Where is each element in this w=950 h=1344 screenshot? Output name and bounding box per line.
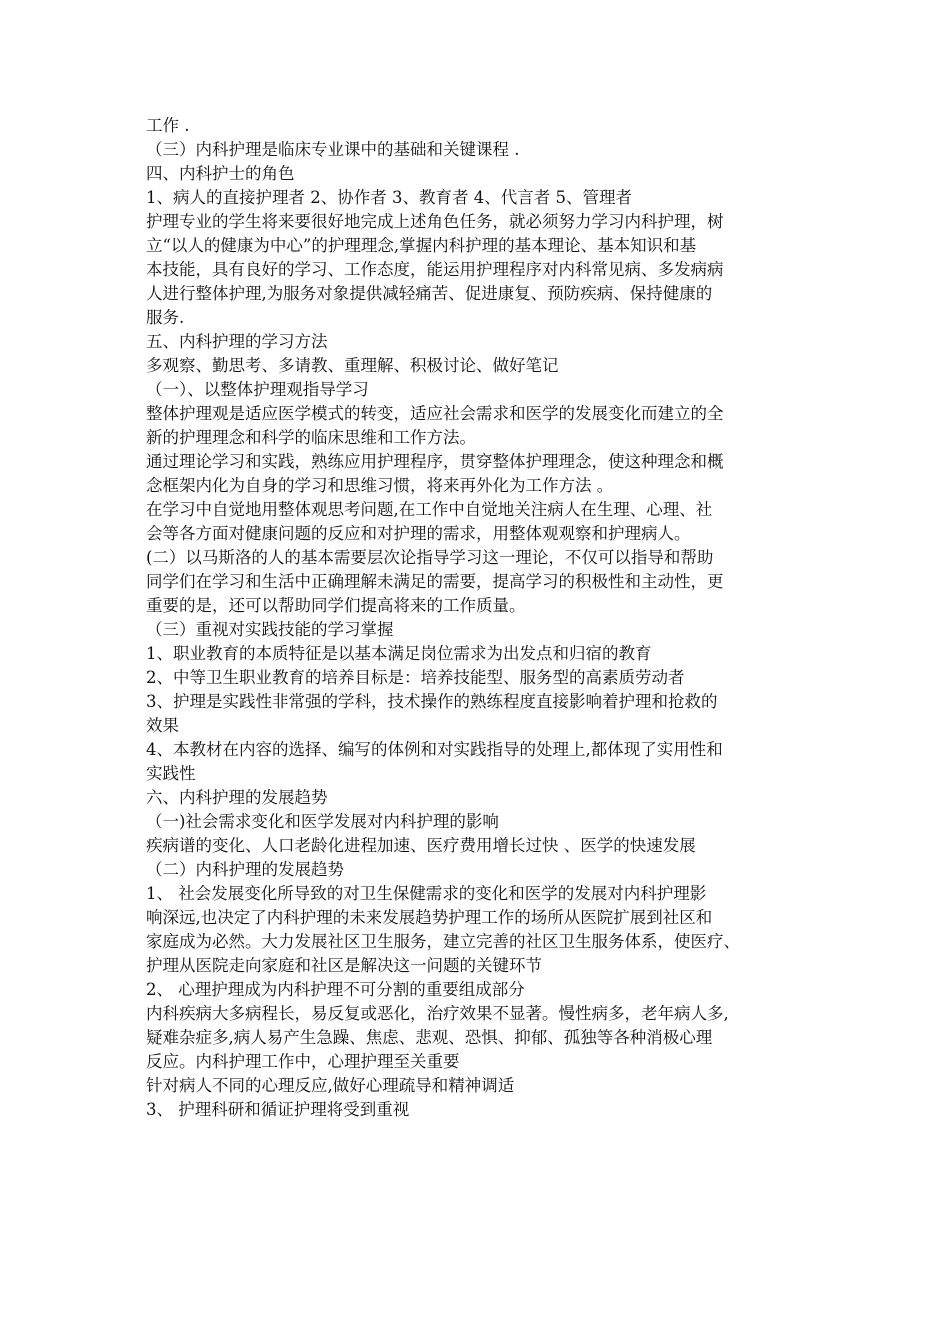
subsection-heading: （一）、以整体护理观指导学习 [146,380,369,399]
text-line: 4、本教材在内容的选择、编写的体例和对实践指导的处理上,都体现了实用性和 [146,740,723,759]
text-line: 1、职业教育的本质特征是以基本满足岗位需求为出发点和归宿的教育 [146,644,652,663]
text-line: 1、病人的直接护理者 2、协作者 3、教育者 4、代言者 5、管理者 [146,188,632,207]
section-heading: 六、内科护理的发展趋势 [146,788,328,807]
text-line: 3、护理是实践性非常强的学科，技术操作的熟练程度直接影响着护理和抢救的 [146,692,718,711]
subsection-heading: （一)社会需求变化和医学发展对内科护理的影响 [146,812,499,831]
text-line: 会等各方面对健康问题的反应和对护理的需求，用整体观观察和护理病人。 [146,524,691,543]
text-line: (二）以马斯洛的人的基本需要层次论指导学习这一理论，不仅可以指导和帮助 [146,548,714,567]
text-line: 反应。内科护理工作中，心理护理至关重要 [146,1052,460,1071]
section-heading: 五、内科护理的学习方法 [146,332,328,351]
subsection-heading: （二）内科护理的发展趋势 [146,860,344,879]
text-line: 人进行整体护理,为服务对象提供减轻痛苦、促进康复、预防疾病、保持健康的 [146,284,713,303]
text-line: 多观察、勤思考、多请教、重理解、积极讨论、做好笔记 [146,356,559,375]
text-line: 本技能，具有良好的学习、工作态度，能运用护理程序对内科常见病、多发病病 [146,260,724,279]
text-line: 立“以人的健康为中心”的护理理念,掌握内科护理的基本理论、基本知识和基 [146,236,697,255]
text-line: 效果 [146,716,179,735]
text-line: 内科疾病大多病程长，易反复或恶化，治疗效果不显著。慢性病多，老年病人多, [146,1004,729,1023]
text-line: 针对病人不同的心理反应,做好心理疏导和精神调适 [146,1076,515,1095]
text-line: 疑难杂症多,病人易产生急躁、焦虑、悲观、恐惧、抑郁、孤独等各种消极心理 [146,1028,713,1047]
text-line: 3、 护理科研和循证护理将受到重视 [146,1100,410,1119]
text-line: 整体护理观是适应医学模式的转变，适应社会需求和医学的发展变化而建立的全 [146,404,724,423]
text-line: 护理专业的学生将来要很好地完成上述角色任务，就必须努力学习内科护理，树 [146,212,724,231]
text-line: 念框架内化为自身的学习和思维习惯，将来再外化为工作方法 。 [146,476,614,495]
text-line: 实践性 [146,764,196,783]
document-body [146,114,811,1122]
text-line: 响深远,也决定了内科护理的未来发展趋势护理工作的场所从医院扩展到社区和 [146,908,713,927]
subsection-heading: （三）重视对实践技能的学习掌握 [146,620,394,639]
text-line: 2、 心理护理成为内科护理不可分割的重要组成部分 [146,980,525,999]
text-line: （三）内科护理是临床专业课中的基础和关键课程 . [146,140,520,159]
text-line: 1、 社会发展变化所导致的对卫生保健需求的变化和医学的发展对内科护理影 [146,884,707,903]
text-line: 服务. [146,308,185,327]
text-line: 护理从医院走向家庭和社区是解决这一问题的关键环节 [146,956,542,975]
text-line: 2、中等卫生职业教育的培养目标是：培养技能型、服务型的高素质劳动者 [146,668,685,687]
section-heading: 四、内科护士的角色 [146,164,295,183]
text-line: 家庭成为必然。大力发展社区卫生服务，建立完善的社区卫生服务体系，使医疗、 [146,932,740,951]
text-line: 重要的是，还可以帮助同学们提高将来的工作质量。 [146,596,526,615]
text-line: 工作 . [146,116,190,135]
text-line: 同学们在学习和生活中正确理解未满足的需要，提高学习的积极性和主动性，更 [146,572,724,591]
text-line: 通过理论学习和实践，熟练应用护理程序，贯穿整体护理理念，使这种理念和概 [146,452,724,471]
text-line: 新的护理理念和科学的临床思维和工作方法。 [146,428,476,447]
text-line: 疾病谱的变化、人口老龄化进程加速、医疗费用增长过快 、医学的快速发展 [146,836,696,855]
text-line: 在学习中自觉地用整体观思考问题,在工作中自觉地关注病人在生理、心理、社 [146,500,713,519]
